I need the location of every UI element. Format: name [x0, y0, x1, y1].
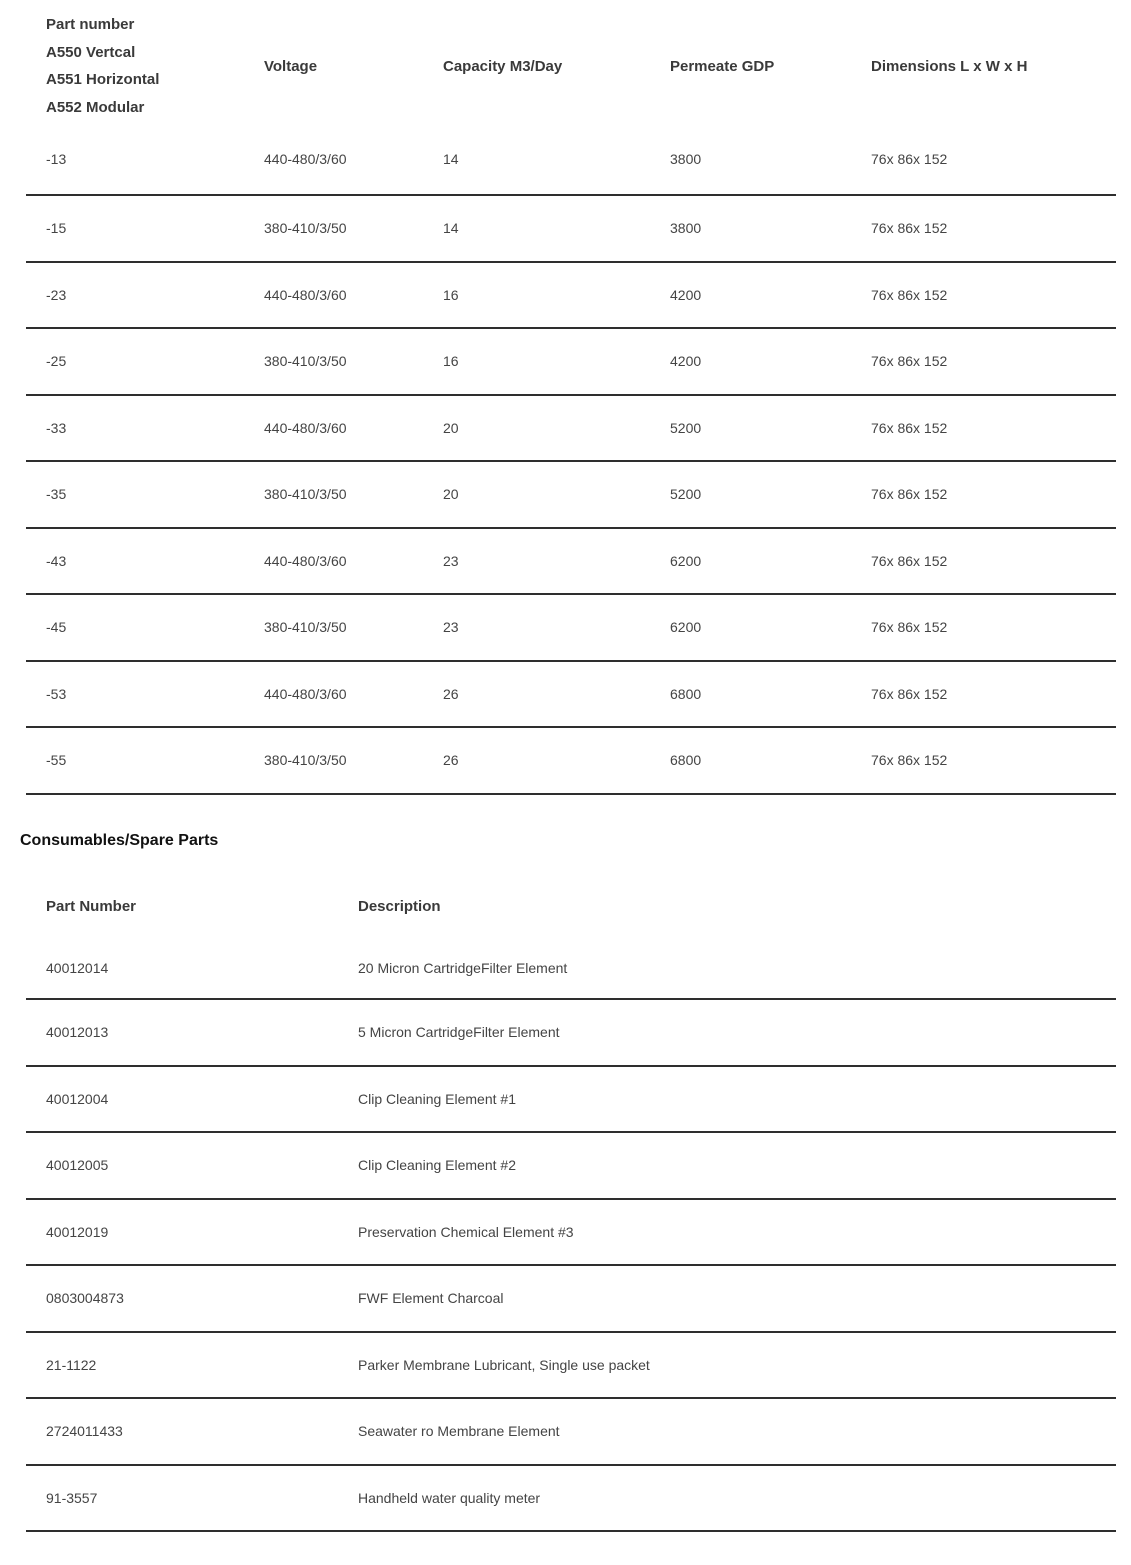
cell-part-number: 2724011433 [26, 1398, 338, 1465]
cell-dimensions: 76x 86x 152 [851, 395, 1116, 462]
cell-dimensions: 76x 86x 152 [851, 727, 1116, 794]
cell-voltage: 440-480/3/60 [244, 528, 423, 595]
cell-description: Clip Cleaning Element #1 [338, 1066, 1116, 1133]
table-row [26, 1265, 1116, 1332]
table-row [26, 1332, 1116, 1399]
cell-voltage: 440-480/3/60 [244, 661, 423, 728]
cell-capacity: 26 [423, 661, 650, 728]
spare-parts-heading: Consumables/Spare Parts [20, 832, 219, 849]
cell-description: 20 Micron CartridgeFilter Element [338, 938, 1116, 999]
spare-parts-table-body [26, 938, 1116, 1531]
cell-capacity: 23 [423, 594, 650, 661]
cell-permeate: 4200 [650, 262, 851, 329]
cell-voltage: 380-410/3/50 [244, 594, 423, 661]
table-row [26, 195, 1116, 262]
cell-part-number: 40012005 [26, 1132, 338, 1199]
cell-part-number: 21-1122 [26, 1332, 338, 1399]
cell-dimensions: 76x 86x 152 [851, 661, 1116, 728]
table-header-row [26, 9, 1116, 123]
cell-permeate: 6800 [650, 727, 851, 794]
cell-capacity: 16 [423, 328, 650, 395]
cell-part-number: -35 [26, 461, 244, 528]
cell-part-number: -13 [26, 123, 244, 195]
header-part-number [26, 9, 244, 123]
cell-part-number: -53 [26, 661, 244, 728]
header-model-vertical: A550 Vertcal [46, 43, 136, 61]
cell-part-number: -43 [26, 528, 244, 595]
header-voltage: Voltage [264, 57, 318, 75]
table-row [26, 938, 1116, 999]
cell-part-number: 40012019 [26, 1199, 338, 1266]
cell-capacity: 20 [423, 395, 650, 462]
table-row [26, 461, 1116, 528]
cell-part-number: -45 [26, 594, 244, 661]
table-row [26, 727, 1116, 794]
cell-capacity: 20 [423, 461, 650, 528]
cell-description: Parker Membrane Lubricant, Single use packet [338, 1332, 1116, 1399]
cell-part-number: -33 [26, 395, 244, 462]
table-row [26, 395, 1116, 462]
cell-voltage: 440-480/3/60 [244, 123, 423, 195]
cell-description: Seawater ro Membrane Element [338, 1398, 1116, 1465]
header-dimensions: Dimensions L x W x H [871, 57, 1028, 75]
cell-permeate: 6200 [650, 528, 851, 595]
cell-description: Preservation Chemical Element #3 [338, 1199, 1116, 1266]
cell-description: FWF Element Charcoal [338, 1265, 1116, 1332]
cell-voltage: 440-480/3/60 [244, 262, 423, 329]
cell-description: Handheld water quality meter [338, 1465, 1116, 1532]
cell-dimensions: 76x 86x 152 [851, 262, 1116, 329]
cell-capacity: 23 [423, 528, 650, 595]
table-row [26, 1066, 1116, 1133]
cell-permeate: 4200 [650, 328, 851, 395]
table-row [26, 328, 1116, 395]
header-model-modular: A552 Modular [46, 98, 145, 116]
cell-part-number: -15 [26, 195, 244, 262]
cell-voltage: 380-410/3/50 [244, 328, 423, 395]
cell-voltage: 380-410/3/50 [244, 195, 423, 262]
table-row [26, 1398, 1116, 1465]
header-capacity: Capacity M3/Day [443, 57, 563, 75]
cell-permeate: 3800 [650, 195, 851, 262]
cell-dimensions: 76x 86x 152 [851, 461, 1116, 528]
cell-permeate: 3800 [650, 123, 851, 195]
specifications-table [26, 9, 1116, 795]
table-row [26, 123, 1116, 195]
cell-permeate: 6200 [650, 594, 851, 661]
table-header-row [26, 874, 1116, 938]
cell-voltage: 380-410/3/50 [244, 727, 423, 794]
cell-permeate: 5200 [650, 395, 851, 462]
cell-capacity: 16 [423, 262, 650, 329]
table-row [26, 1199, 1116, 1266]
cell-part-number: -23 [26, 262, 244, 329]
header-permeate: Permeate GDP [670, 57, 775, 75]
cell-part-number: 40012013 [26, 999, 338, 1066]
cell-part-number: 40012014 [26, 938, 338, 999]
cell-permeate: 5200 [650, 461, 851, 528]
cell-part-number: -25 [26, 328, 244, 395]
table-row [26, 999, 1116, 1066]
header-spare-part-number: Part Number [46, 897, 137, 915]
cell-part-number: 91-3557 [26, 1465, 338, 1532]
cell-voltage: 440-480/3/60 [244, 395, 423, 462]
cell-part-number: -55 [26, 727, 244, 794]
header-spare-description: Description [358, 897, 441, 915]
cell-permeate: 6800 [650, 661, 851, 728]
spare-parts-table [26, 874, 1116, 1532]
cell-dimensions: 76x 86x 152 [851, 195, 1116, 262]
table-row [26, 1465, 1116, 1532]
cell-dimensions: 76x 86x 152 [851, 123, 1116, 195]
table-row [26, 661, 1116, 728]
cell-capacity: 14 [423, 123, 650, 195]
cell-dimensions: 76x 86x 152 [851, 594, 1116, 661]
cell-capacity: 26 [423, 727, 650, 794]
table-row [26, 594, 1116, 661]
table-row [26, 528, 1116, 595]
header-part-number-title: Part number [46, 16, 135, 33]
cell-dimensions: 76x 86x 152 [851, 528, 1116, 595]
header-model-horizontal: A551 Horizontal [46, 71, 160, 88]
specifications-table-body [26, 123, 1116, 794]
cell-part-number: 0803004873 [26, 1265, 338, 1332]
cell-capacity: 14 [423, 195, 650, 262]
cell-description: Clip Cleaning Element #2 [338, 1132, 1116, 1199]
table-row [26, 1132, 1116, 1199]
table-row [26, 262, 1116, 329]
cell-dimensions: 76x 86x 152 [851, 328, 1116, 395]
cell-description: 5 Micron CartridgeFilter Element [338, 999, 1116, 1066]
cell-part-number: 40012004 [26, 1066, 338, 1133]
cell-voltage: 380-410/3/50 [244, 461, 423, 528]
